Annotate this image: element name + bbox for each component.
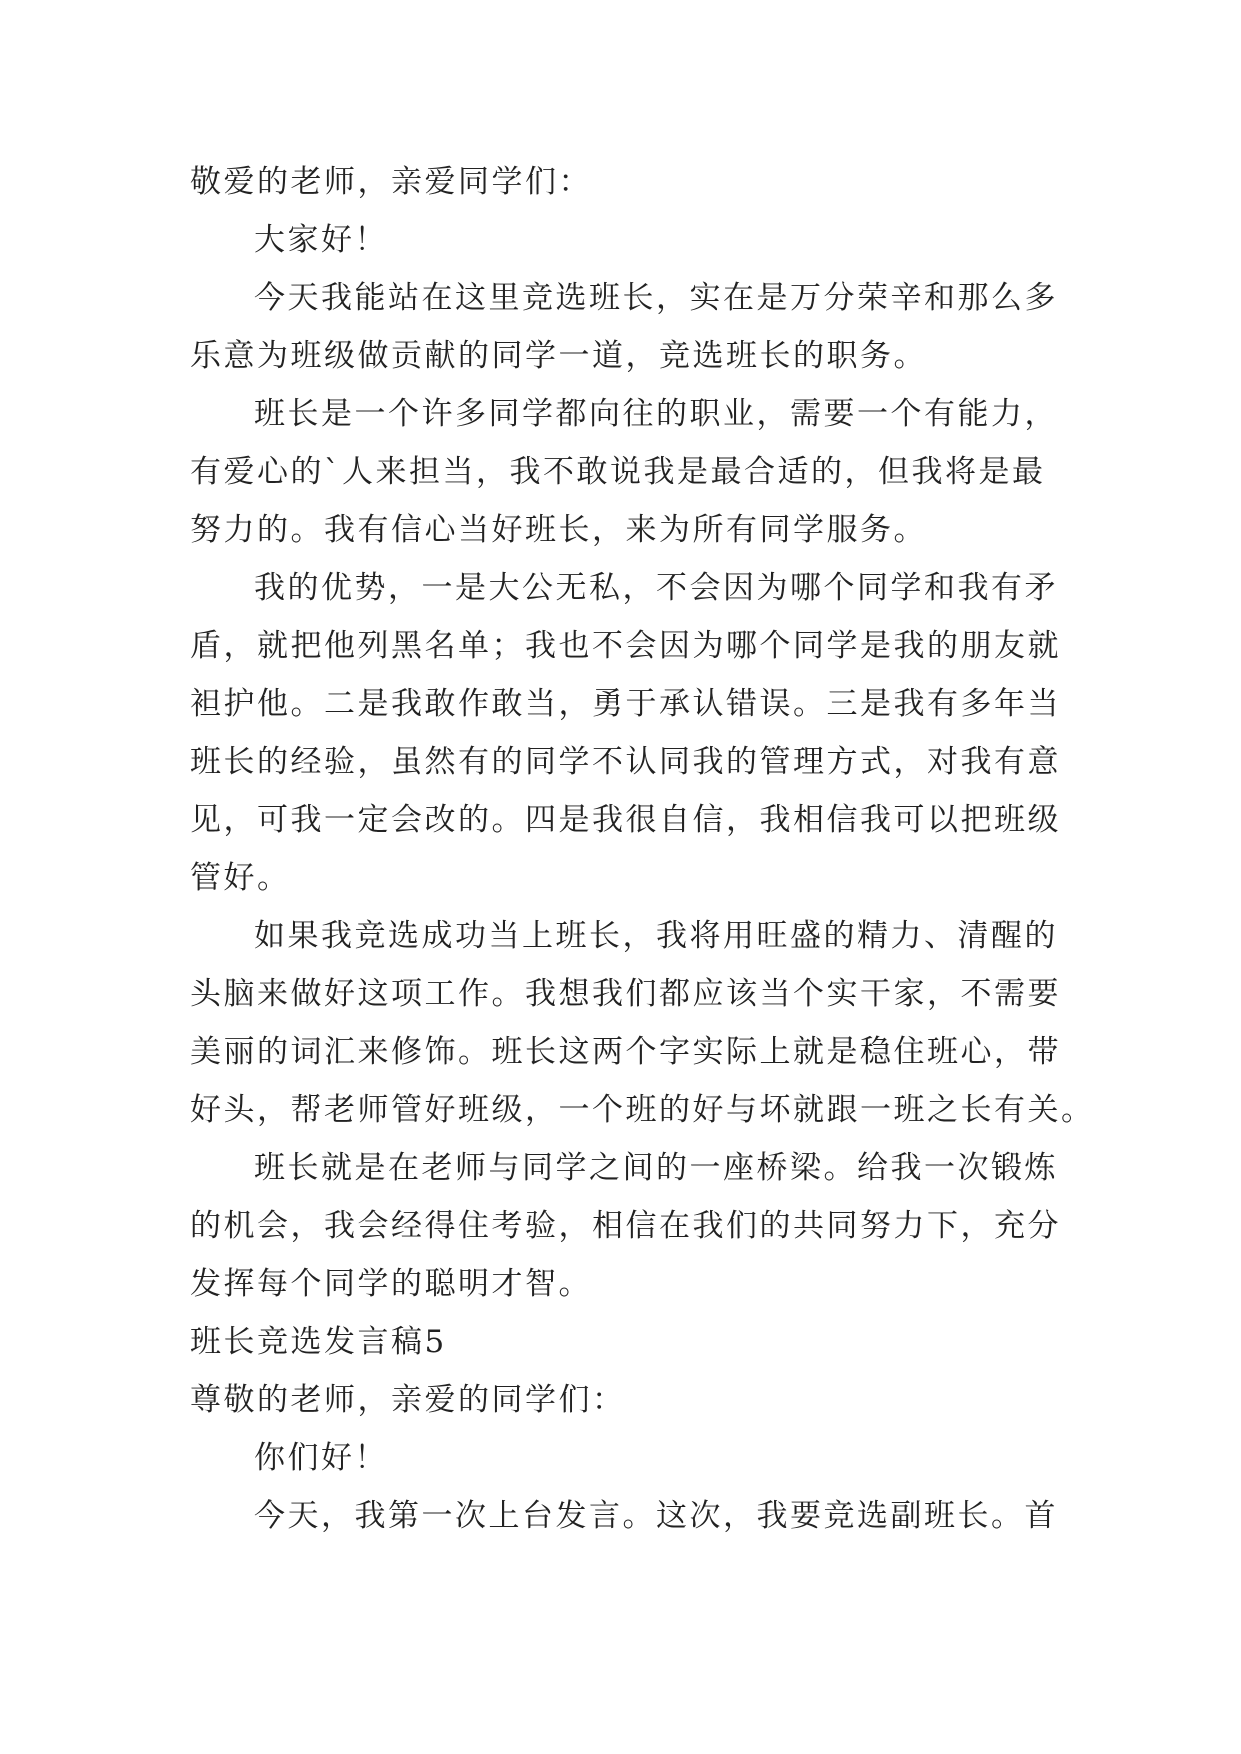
paragraph-line: 班长就是在老师与同学之间的一座桥梁。给我一次锻炼 [254,1150,1058,1186]
paragraph-line: 努力的。我有信心当好班长，来为所有同学服务。 [190,512,927,548]
greeting-line: 大家好！ [254,222,388,258]
paragraph-line: 乐意为班级做贡献的同学一道，竞选班长的职务。 [190,338,927,374]
greeting-line: 你们好！ [254,1440,388,1476]
paragraph-line: 班长的经验，虽然有的同学不认同我的管理方式，对我有意 [190,744,1061,780]
paragraph-line: 美丽的词汇来修饰。班长这两个字实际上就是稳住班心，带 [190,1034,1061,1070]
paragraph-line: 好头，帮老师管好班级，一个班的好与坏就跟一班之长有关。 [190,1092,1095,1128]
paragraph-line: 的机会，我会经得住考验，相信在我们的共同努力下，充分 [190,1208,1061,1244]
paragraph-line: 见，可我一定会改的。四是我很自信，我相信我可以把班级 [190,802,1061,838]
paragraph-line: 管好。 [190,860,291,896]
salutation-line: 尊敬的老师，亲爱的同学们： [190,1382,626,1418]
paragraph-line: 头脑来做好这项工作。我想我们都应该当个实干家，不需要 [190,976,1061,1012]
paragraph-line: 盾，就把他列黑名单；我也不会因为哪个同学是我的朋友就 [190,628,1061,664]
paragraph-line: 有爱心的`人来担当，我不敢说我是最合适的，但我将是最 [190,454,1046,490]
paragraph-line: 今天，我第一次上台发言。这次，我要竞选副班长。首 [254,1498,1058,1534]
paragraph-line: 发挥每个同学的聪明才智。 [190,1266,592,1302]
paragraph-line: 我的优势，一是大公无私，不会因为哪个同学和我有矛 [254,570,1058,606]
section-heading: 班长竞选发言稿5 [190,1324,447,1360]
paragraph-line: 如果我竞选成功当上班长，我将用旺盛的精力、清醒的 [254,918,1058,954]
paragraph-line: 今天我能站在这里竞选班长，实在是万分荣辛和那么多 [254,280,1058,316]
paragraph-line: 袒护他。二是我敢作敢当，勇于承认错误。三是我有多年当 [190,686,1061,722]
salutation-line: 敬爱的老师，亲爱同学们： [190,164,592,200]
paragraph-line: 班长是一个许多同学都向往的职业，需要一个有能力， [254,396,1058,432]
